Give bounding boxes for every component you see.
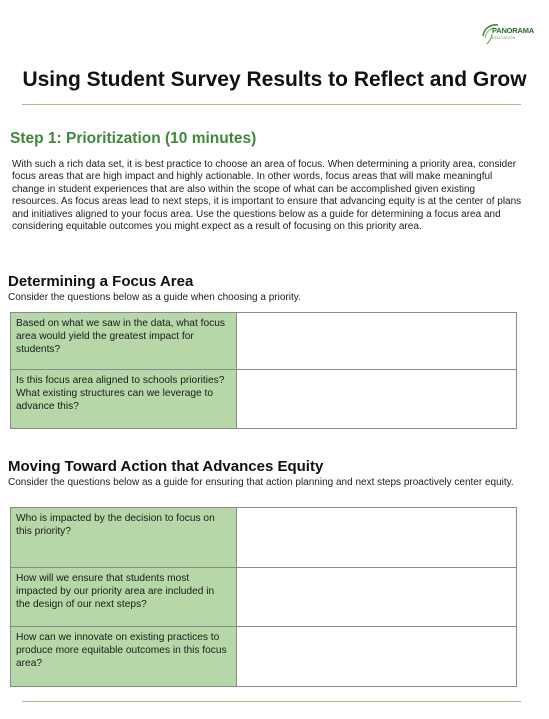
logo-subtext: EDUCATION [492,35,516,40]
step-heading: Step 1: Prioritization (10 minutes) [10,130,257,147]
footer-divider [22,701,521,702]
answer-cell[interactable] [237,370,517,429]
focus-section-title: Determining a Focus Area [8,273,194,290]
focus-section-description: Consider the questions below as a guide when choosing a priority. [8,292,301,303]
logo-text: PANORAMA [492,26,535,35]
table-row [11,508,517,568]
equity-question-table [10,507,517,687]
panorama-logo [480,22,542,50]
table-row [11,370,517,429]
question-cell: Based on what we saw in the data, what focus area would yield the greatest impact for students? [11,313,237,370]
answer-cell[interactable] [237,627,517,687]
table-row [11,313,517,370]
equity-section-description: Consider the questions below as a guide for ensuring that action planning and next steps proactively center equity. [8,477,514,488]
question-cell: How will we ensure that students most impacted by our priority area are included in the design of our next steps? [11,568,237,627]
question-cell: Who is impacted by the decision to focus on this priority? [11,508,237,568]
answer-cell[interactable] [237,508,517,568]
table-row [11,568,517,627]
question-cell: Is this focus area aligned to schools priorities? What existing structures can we leverage to advance this? [11,370,237,429]
header-divider [22,104,521,105]
table-row [11,627,517,687]
question-cell: How can we innovate on existing practices to produce more equitable outcomes in this focus area? [11,627,237,687]
equity-section-title: Moving Toward Action that Advances Equity [8,458,324,475]
intro-paragraph: With such a rich data set, it is best practice to choose an area of focus. When determining a priority area, consider focus areas that are high impact and highly actionable. In other words, focus areas that will make meaningful change in student experiences that are also within the scope of what can be accomplished given existing resources. As focus areas lead to next steps, it is important to ensure that advancing equity is at the center of plans and initiatives aligned to your focus area. Use the questions below as a guide for determining a focus area and considering equitable outcomes you might expect as a result of focusing on this priority area. [12,159,522,233]
answer-cell[interactable] [237,568,517,627]
page-title: Using Student Survey Results to Reflect and Grow [22,68,527,91]
answer-cell[interactable] [237,313,517,370]
focus-question-table [10,312,517,429]
